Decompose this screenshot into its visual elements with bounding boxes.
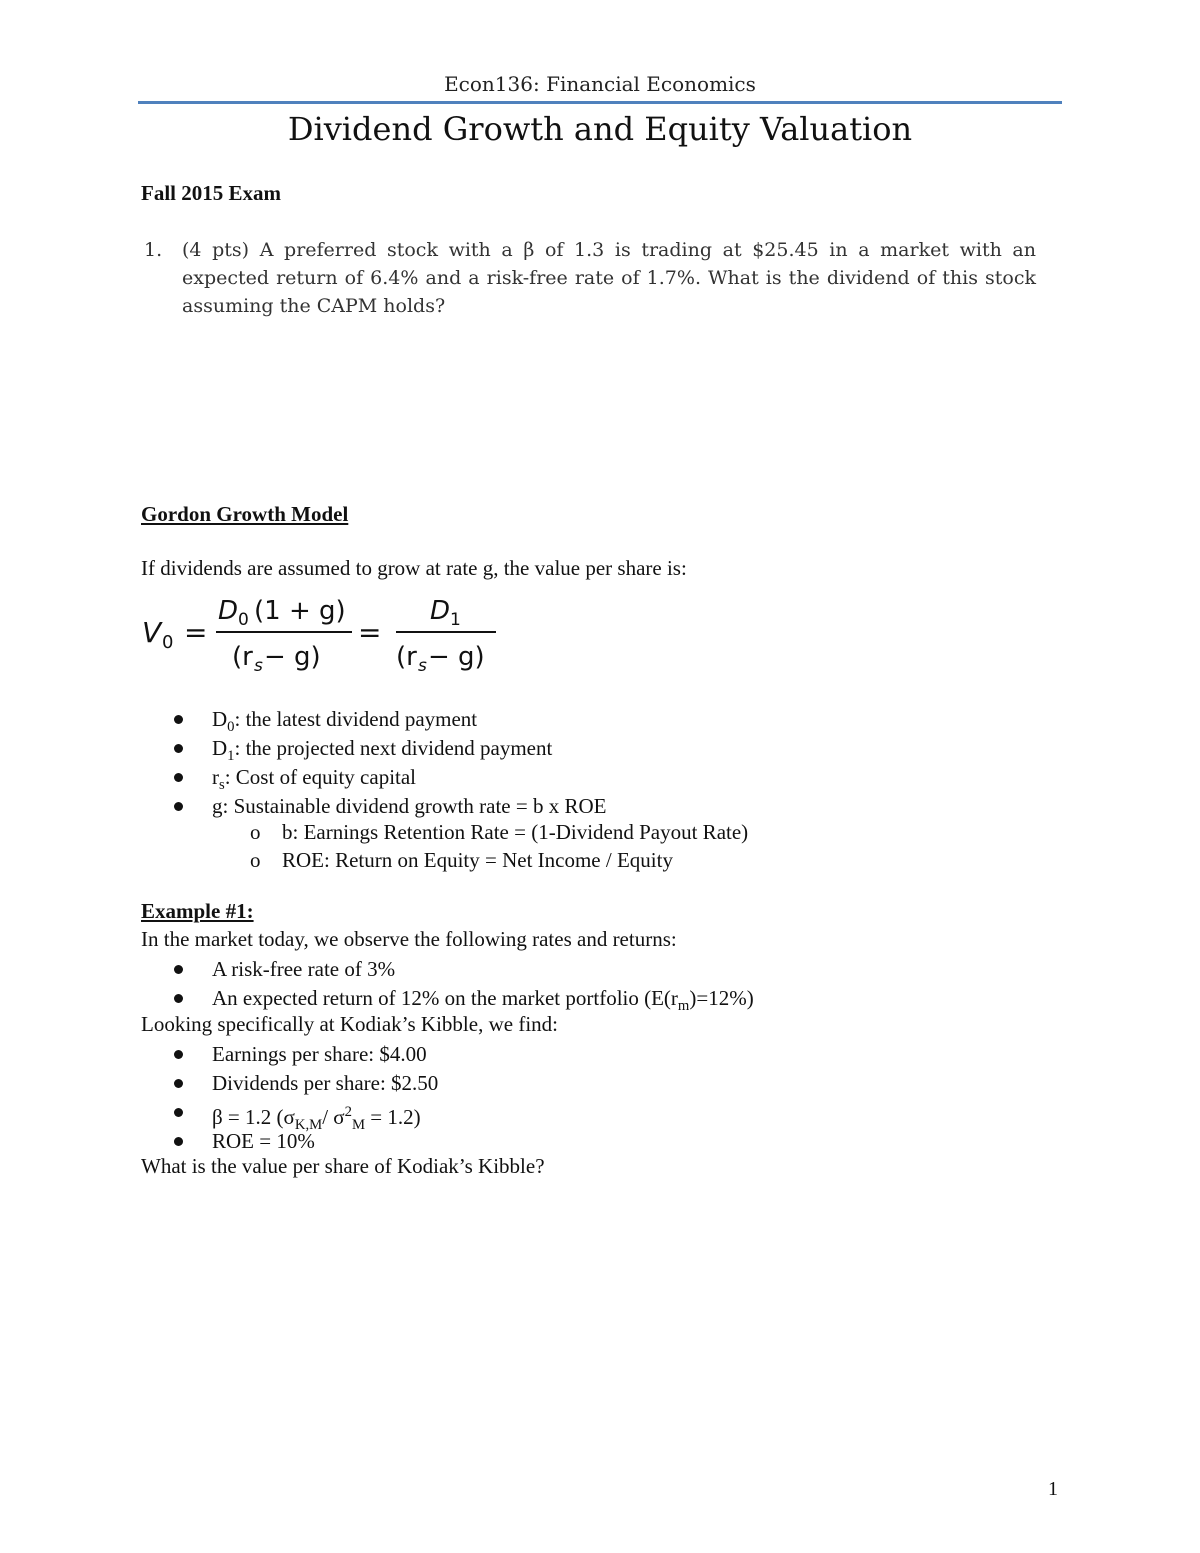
formula-num2: D	[430, 596, 451, 626]
list-item: $D_0$: the latest dividend payment	[172, 705, 606, 734]
example-heading: Example #1:	[141, 899, 254, 923]
formula-num1-rest: (1 + g)	[254, 596, 346, 626]
formula-den2: (r	[396, 642, 417, 672]
list-item: An expected return of 12% on the market portfolio $(E(r_m)=12\%)$	[172, 984, 754, 1013]
gordon-formula	[140, 592, 510, 676]
formula-eq2: =	[358, 616, 382, 649]
example-question: What is the value per share of Kodiak’s Kibble?	[141, 1154, 545, 1178]
list-item: Earnings per share: $4.00	[172, 1040, 438, 1069]
bullet-icon	[174, 773, 183, 782]
bullet-icon	[174, 1137, 183, 1146]
gordon-growth-heading: Gordon Growth Model	[141, 502, 349, 526]
list-item: ROE = 10%	[172, 1127, 438, 1156]
header-rule	[138, 101, 1062, 104]
question-text: (4 pts) A preferred stock with a β of 1.3 is trading at $25.45 in a market with an expected return of 6.4% and a risk-free rate of 1.7%. What is the dividend of this stock assuming the CAPM holds?	[182, 239, 1036, 317]
list-item: A risk-free rate of 3%	[172, 955, 754, 984]
example-intro: In the market today, we observe the following rates and returns:	[141, 927, 677, 951]
formula-num1: D	[218, 596, 239, 626]
definition-list	[172, 705, 606, 821]
fraction-bar-1	[216, 631, 352, 633]
list-item: Dividends per share: $2.50	[172, 1069, 438, 1098]
circle-bullet-icon: o	[250, 848, 261, 872]
list-item: g: Sustainable dividend growth rate = b x ROE	[172, 792, 606, 821]
sub-definition-list	[250, 818, 748, 874]
formula-den2-rest: − g)	[428, 642, 485, 672]
list-item: o ROE: Return on Equity = Net Income / Equity	[250, 848, 673, 872]
company-list	[172, 1040, 438, 1156]
formula-den2-sub: s	[418, 656, 427, 676]
list-item: $D_1$: the projected next dividend payment	[172, 734, 606, 763]
market-list	[172, 955, 754, 1013]
formula-den1-sub: s	[254, 656, 263, 676]
formula-eq1: =	[184, 616, 208, 649]
formula-lhs: V	[142, 616, 162, 649]
bullet-icon	[174, 1108, 183, 1117]
running-header: Econ136: Financial Economics	[444, 72, 756, 96]
gordon-intro: If dividends are assumed to grow at rate g, the value per share is:	[141, 556, 687, 580]
company-intro: Looking specifically at Kodiak’s Kibble, we find:	[141, 1012, 558, 1036]
formula-num1-sub: 0	[238, 610, 249, 630]
bullet-icon	[174, 1050, 183, 1059]
formula-num2-sub: 1	[450, 610, 461, 630]
exam-question	[144, 236, 1036, 320]
formula-lhs-sub: 0	[162, 632, 174, 653]
list-item: o b: Earnings Retention Rate = (1-Dividend Payout Rate)	[250, 820, 749, 844]
bullet-icon	[174, 994, 183, 1003]
circle-bullet-icon: o	[250, 820, 261, 844]
list-item: β = 1.2 ($\sigma_{K,M}/$ $\sigma^2_M = 1.2$)	[172, 1098, 438, 1127]
page-number: 1	[1048, 1478, 1058, 1500]
fraction-bar-2	[396, 631, 496, 633]
list-item: $r_s$: Cost of equity capital	[172, 763, 606, 792]
bullet-icon	[174, 965, 183, 974]
exam-label: Fall 2015 Exam	[141, 181, 281, 205]
formula-den1: (r	[232, 642, 253, 672]
bullet-icon	[174, 1079, 183, 1088]
bullet-icon	[174, 744, 183, 753]
bullet-icon	[174, 715, 183, 724]
page-title: Dividend Growth and Equity Valuation	[287, 110, 913, 148]
bullet-icon	[174, 802, 183, 811]
formula-den1-rest: − g)	[264, 642, 321, 672]
question-number: 1.	[144, 239, 163, 261]
